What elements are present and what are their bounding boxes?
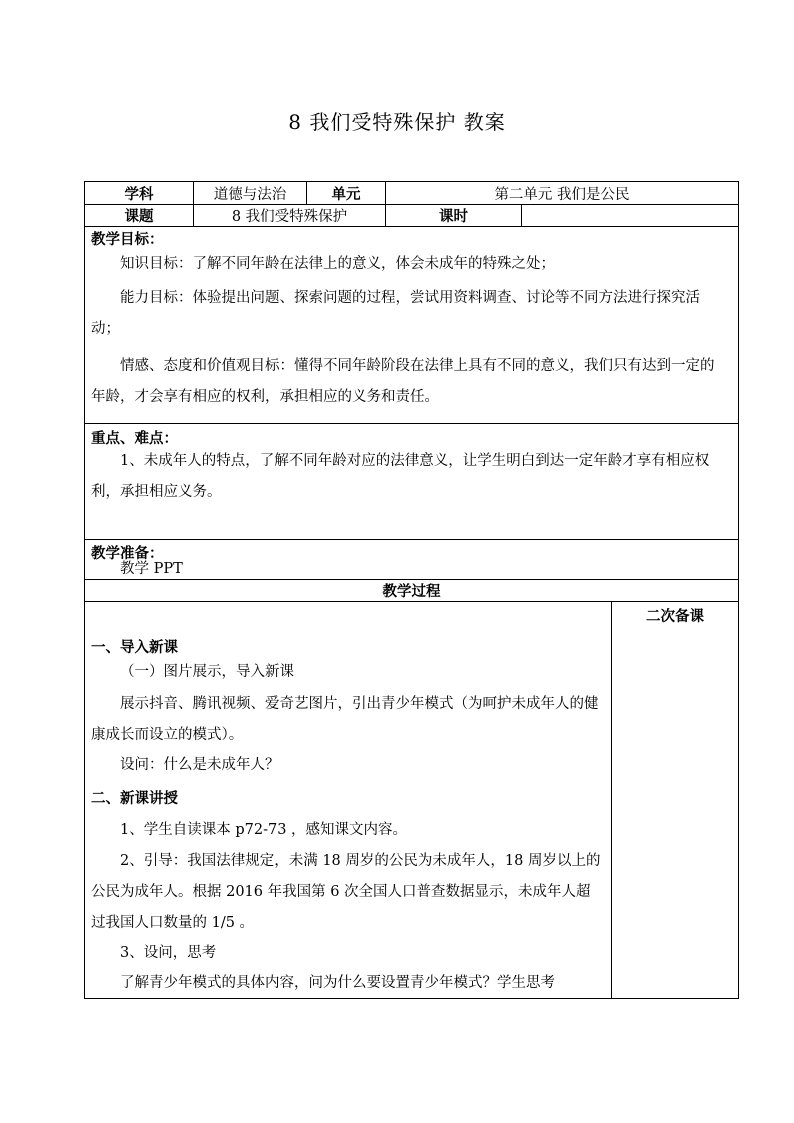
new-heading: 二、新课讲授 bbox=[91, 790, 178, 807]
objectives-section bbox=[85, 226, 738, 423]
process-side-column bbox=[611, 602, 738, 998]
process-section bbox=[85, 601, 738, 998]
keypoints-text: 1、未成年人的特点，了解不同年龄对应的法律意义，让学生明白到达一定年龄才享有相应权利，承担相应义务。 bbox=[91, 453, 710, 500]
topic-value: 8 我们受特殊保护 bbox=[193, 205, 385, 226]
intro-p2: 设问：什么是未成年人？ bbox=[120, 757, 280, 773]
period-label: 课时 bbox=[385, 205, 521, 226]
lesson-plan-table bbox=[84, 181, 739, 999]
objective-knowledge: 知识目标：了解不同年龄在法律上的意义，体会未成年的特殊之处； bbox=[120, 256, 555, 272]
preparation-text: 教学 PPT bbox=[120, 561, 183, 577]
new-p2: 2、引导：我国法律规定，未满 18 周岁的公民为未成年人，18 周岁以上的公民为成年人。根据 2016 年我国第 6 次全国人口普查数据显示，未成年人超过我国人口数量的 1/5 。 bbox=[91, 853, 601, 931]
unit-value: 第二单元 我们是公民 bbox=[385, 182, 738, 204]
preparation-section bbox=[85, 539, 738, 579]
subject-label: 学科 bbox=[124, 185, 154, 203]
subject-value: 道德与法治 bbox=[193, 182, 306, 204]
keypoints-section bbox=[85, 423, 738, 539]
new-p1: 1、学生自读课本 p72-73 ，感知课文内容。 bbox=[120, 822, 408, 838]
process-heading: 教学过程 bbox=[85, 579, 738, 601]
document-title: 8 我们受特殊保护 教案 bbox=[288, 110, 506, 134]
objective-emotion: 情感、态度和价值观目标：懂得不同年龄阶段在法律上具有不同的意义，我们只有达到一定的年龄，才会享有相应的权利，承担相应的义务和责任。 bbox=[91, 358, 715, 405]
side-heading: 二次备课 bbox=[646, 608, 704, 625]
intro-heading: 一、导入新课 bbox=[91, 639, 178, 656]
process-main bbox=[85, 602, 611, 998]
keypoints-heading: 重点、难点： bbox=[91, 430, 178, 447]
row-subject bbox=[85, 182, 738, 204]
objectives-heading: 教学目标： bbox=[91, 231, 164, 248]
period-value bbox=[521, 205, 738, 226]
preparation-heading: 教学准备： bbox=[91, 545, 164, 562]
topic-label: 课题 bbox=[124, 208, 154, 225]
intro-sub: （一）图片展示，导入新课 bbox=[120, 664, 294, 680]
row-topic bbox=[85, 204, 738, 226]
intro-p1: 展示抖音、腾讯视频、爱奇艺图片，引出青少年模式（为呵护未成年人的健康成长而设立的模式）。 bbox=[91, 696, 599, 743]
new-p3: 3、设问，思考 bbox=[120, 945, 217, 961]
new-p4: 了解青少年模式的具体内容，问为什么要设置青少年模式？学生思考 bbox=[120, 975, 555, 991]
unit-label: 单元 bbox=[306, 182, 385, 204]
objective-ability: 能力目标：体验提出问题、探索问题的过程，尝试用资料调查、讨论等不同方法进行探究活动； bbox=[91, 290, 700, 337]
